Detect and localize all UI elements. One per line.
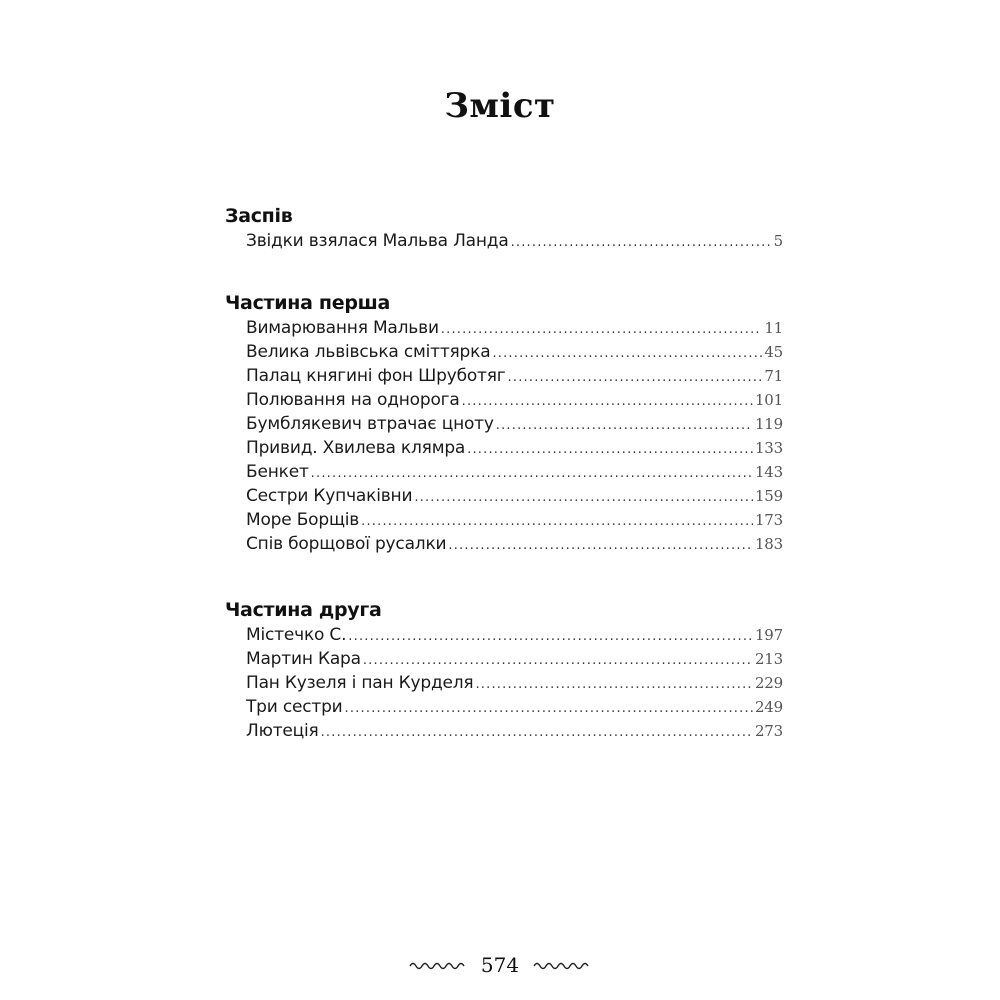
- entry-list: [225, 316, 783, 556]
- entry-page-number: 159: [754, 487, 783, 505]
- table-of-contents: [225, 203, 783, 743]
- dot-leader: [441, 318, 763, 342]
- dot-leader: [462, 390, 753, 414]
- entry-page-number: 143: [754, 463, 783, 481]
- toc-entry: [225, 695, 783, 719]
- entry-page-number: 11: [764, 319, 783, 337]
- entry-title: Сестри Купчаківни: [246, 486, 413, 506]
- entry-title: Звідки взялася Мальва Ланда: [246, 231, 509, 251]
- dot-leader: [363, 649, 753, 673]
- toc-entry: [225, 508, 783, 532]
- entry-title: Полювання на однорога: [246, 390, 460, 410]
- toc-entry: [225, 388, 783, 412]
- entry-title: Три сестри: [246, 697, 343, 717]
- toc-entry: [225, 436, 783, 460]
- entry-page-number: 197: [754, 626, 783, 644]
- page-footer: [0, 953, 1000, 977]
- toc-entry: [225, 364, 783, 388]
- entry-list: [225, 229, 783, 253]
- dot-leader: [467, 438, 753, 462]
- entry-title: Привид. Хвилева клямра: [246, 438, 466, 458]
- dot-leader: [348, 625, 753, 649]
- entry-title: Велика львівська сміттярка: [246, 342, 491, 362]
- toc-section-part-two: [225, 597, 783, 743]
- entry-title: Лютеція: [246, 721, 319, 741]
- entry-title: Море Борщів: [246, 510, 360, 530]
- toc-entry: [225, 460, 783, 484]
- page-title: Зміст: [444, 86, 556, 126]
- entry-page-number: 133: [754, 439, 783, 457]
- page-number: 574: [480, 953, 520, 977]
- entry-page-number: 173: [754, 511, 783, 529]
- dot-leader: [496, 414, 753, 438]
- toc-entry: [225, 671, 783, 695]
- toc-entry: [225, 229, 783, 253]
- entry-title: Бумблякевич втрачає цноту: [246, 414, 494, 434]
- entry-page-number: 213: [754, 650, 783, 668]
- wave-ornament-icon: [409, 959, 467, 971]
- entry-title: Спів борщової русалки: [246, 534, 447, 554]
- toc-entry: [225, 412, 783, 436]
- toc-entry: [225, 532, 783, 556]
- entry-page-number: 45: [764, 343, 783, 361]
- toc-entry: [225, 647, 783, 671]
- entry-page-number: 5: [773, 232, 783, 250]
- entry-page-number: 249: [754, 698, 783, 716]
- entry-title: Вимарювання Мальви: [246, 318, 439, 338]
- entry-page-number: 273: [754, 722, 783, 740]
- entry-title: Бенкет: [246, 462, 309, 482]
- wave-ornament-icon: [533, 959, 591, 971]
- dot-leader: [345, 697, 753, 721]
- dot-leader: [492, 342, 762, 366]
- toc-entry: [225, 484, 783, 508]
- toc-entry: [225, 316, 783, 340]
- section-heading: Заспів: [225, 205, 293, 227]
- entry-title: Пан Кузеля і пан Курделя: [246, 673, 474, 693]
- toc-entry: [225, 623, 783, 647]
- toc-section-prologue: [225, 203, 783, 253]
- entry-title: Містечко С.: [246, 625, 347, 645]
- entry-list: [225, 623, 783, 743]
- entry-page-number: 119: [754, 415, 783, 433]
- entry-title: Палац княгині фон Шруботяг: [246, 366, 506, 386]
- entry-page-number: 71: [764, 367, 783, 385]
- toc-entry: [225, 719, 783, 743]
- dot-leader: [414, 486, 753, 510]
- dot-leader: [511, 231, 772, 255]
- dot-leader: [475, 673, 753, 697]
- toc-section-part-one: [225, 290, 783, 556]
- dot-leader: [311, 462, 753, 486]
- dot-leader: [448, 534, 753, 558]
- section-heading: Частина друга: [225, 599, 382, 621]
- dot-leader: [321, 721, 753, 745]
- entry-title: Мартин Кара: [246, 649, 361, 669]
- entry-page-number: 183: [754, 535, 783, 553]
- section-heading: Частина перша: [225, 292, 391, 314]
- dot-leader: [361, 510, 753, 534]
- entry-page-number: 101: [754, 391, 783, 409]
- dot-leader: [508, 366, 763, 390]
- toc-entry: [225, 340, 783, 364]
- entry-page-number: 229: [754, 674, 783, 692]
